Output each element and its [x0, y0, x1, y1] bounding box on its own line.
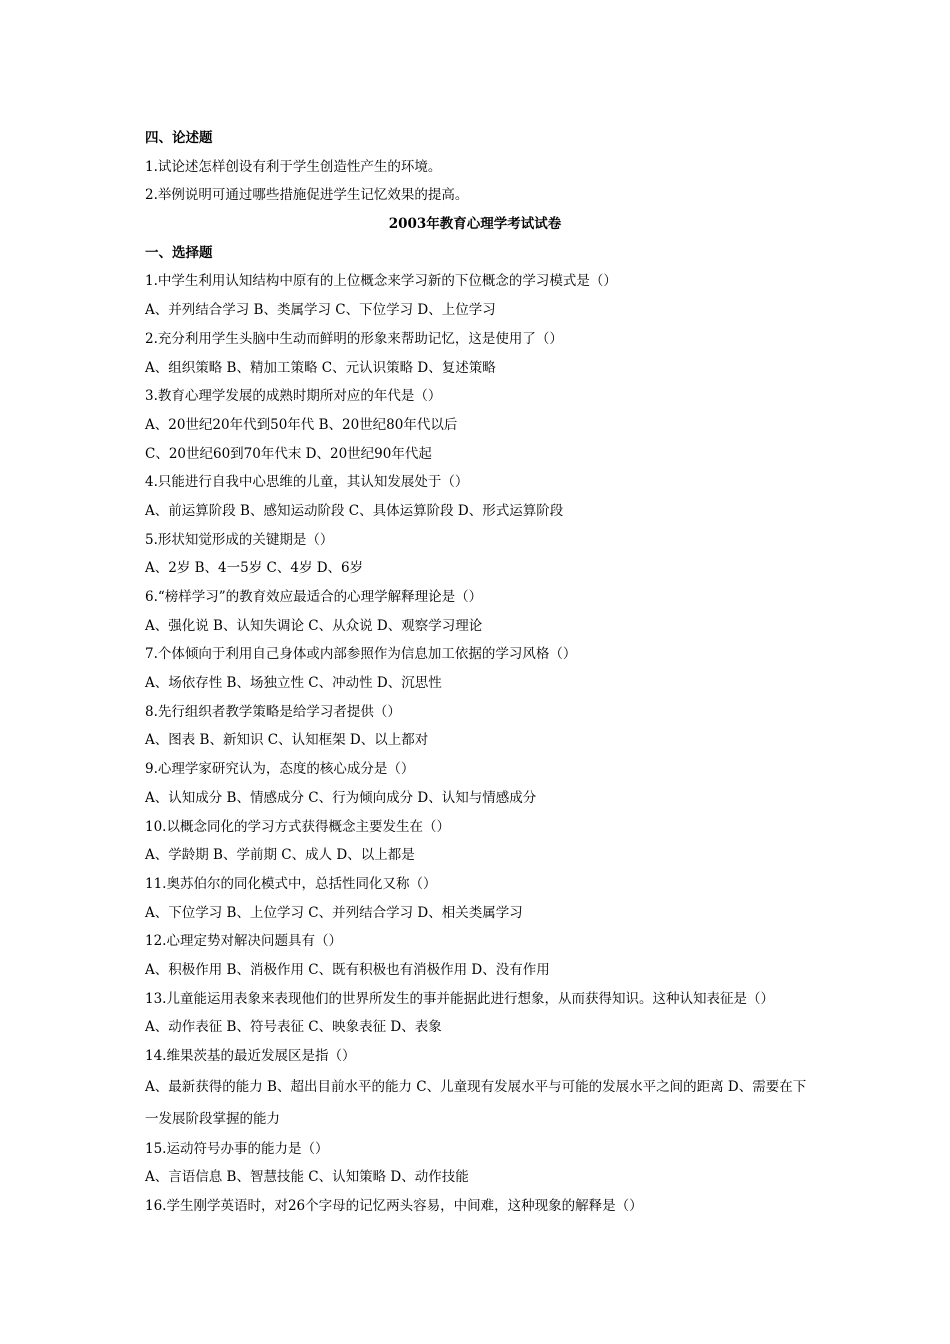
question-line: 8.先行组织者教学策略是给学习者提供（） [145, 703, 401, 720]
options-line: A、强化说 B、认知失调论 C、从众说 D、观察学习理论 [145, 617, 483, 634]
section-heading-essay: 四、论述题 [145, 130, 213, 146]
exam-title: 2003年教育心理学考试试卷 [388, 216, 562, 233]
options-line: A、言语信息 B、智慧技能 C、认知策略 D、动作技能 [145, 1169, 469, 1186]
question-line: 7.个体倾向于利用自己身体或内部参照作为信息加工依据的学习风格（） [145, 646, 577, 663]
question-line: 1.中学生利用认知结构中原有的上位概念来学习新的下位概念的学习模式是（） [145, 273, 617, 290]
question-line: 12.心理定势对解决问题具有（） [145, 933, 342, 950]
options-line: A、组织策略 B、精加工策略 C、元认识策略 D、复述策略 [145, 359, 496, 376]
question-line: 15.运动符号办事的能力是（） [145, 1140, 329, 1157]
essay-question-2: 2.举例说明可通过哪些措施促进学生记忆效果的提高。 [145, 187, 469, 204]
options-line-wrapped: A、最新获得的能力 B、超出目前水平的能力 C、儿童现有发展水平与可能的发展水平之间的距离 D、需要在下一发展阶段掌握的能力 [145, 1078, 807, 1127]
options-line: A、积极作用 B、消极作用 C、既有积极也有消极作用 D、没有作用 [145, 961, 550, 978]
options-line: A、学龄期 B、学前期 C、成人 D、以上都是 [145, 847, 415, 864]
section-heading-choice: 一、选择题 [145, 244, 213, 261]
question-line: 4.只能进行自我中心思维的儿童，其认知发展处于（） [145, 474, 469, 491]
options-line: A、动作表征 B、符号表征 C、映象表征 D、表象 [145, 1019, 442, 1036]
options-line: A、并列结合学习 B、类属学习 C、下位学习 D、上位学习 [145, 302, 496, 319]
document-page [145, 124, 825, 1221]
question-line: 10.以概念同化的学习方式获得概念主要发生在（） [145, 818, 450, 835]
options-line: A、图表 B、新知识 C、认知框架 D、以上都对 [145, 732, 429, 749]
question-line: 11.奥苏伯尔的同化模式中，总括性同化又称（） [145, 875, 437, 892]
question-line: 5.形状知觉形成的关键期是（） [145, 531, 334, 548]
question-line: 2.充分利用学生头脑中生动而鲜明的形象来帮助记忆，这是使用了（） [145, 330, 563, 347]
question-line: 13.儿童能运用表象来表现他们的世界所发生的事并能据此进行想象，从而获得知识。这种认知表征是（） [145, 990, 774, 1007]
question-line: 14.维果茨基的最近发展区是指（） [145, 1048, 356, 1064]
options-line: A、前运算阶段 B、感知运动阶段 C、具体运算阶段 D、形式运算阶段 [145, 502, 564, 519]
options-line: A、20世纪20年代到50年代 B、20世纪80年代以后 [145, 416, 458, 433]
options-line: A、场依存性 B、场独立性 C、冲动性 D、沉思性 [145, 675, 442, 692]
question-line: 3.教育心理学发展的成熟时期所对应的年代是（） [145, 388, 442, 405]
question-line: 6.“榜样学习”的教育效应最适合的心理学解释理论是（） [145, 589, 483, 605]
question-line: 9.心理学家研究认为，态度的核心成分是（） [145, 761, 415, 778]
options-line: A、下位学习 B、上位学习 C、并列结合学习 D、相关类属学习 [145, 904, 523, 921]
question-line: 16.学生刚学英语时，对26个字母的记忆两头容易，中间难，这种现象的解释是（） [145, 1198, 643, 1215]
options-line: A、认知成分 B、情感成分 C、行为倾向成分 D、认知与情感成分 [145, 789, 537, 806]
options-line: A、2岁 B、4一5岁 C、4岁 D、6岁 [145, 560, 364, 577]
options-line: C、20世纪60到70年代末 D、20世纪90年代起 [145, 445, 432, 462]
essay-question-1: 1.试论述怎样创设有利于学生创造性产生的环境。 [145, 158, 442, 175]
